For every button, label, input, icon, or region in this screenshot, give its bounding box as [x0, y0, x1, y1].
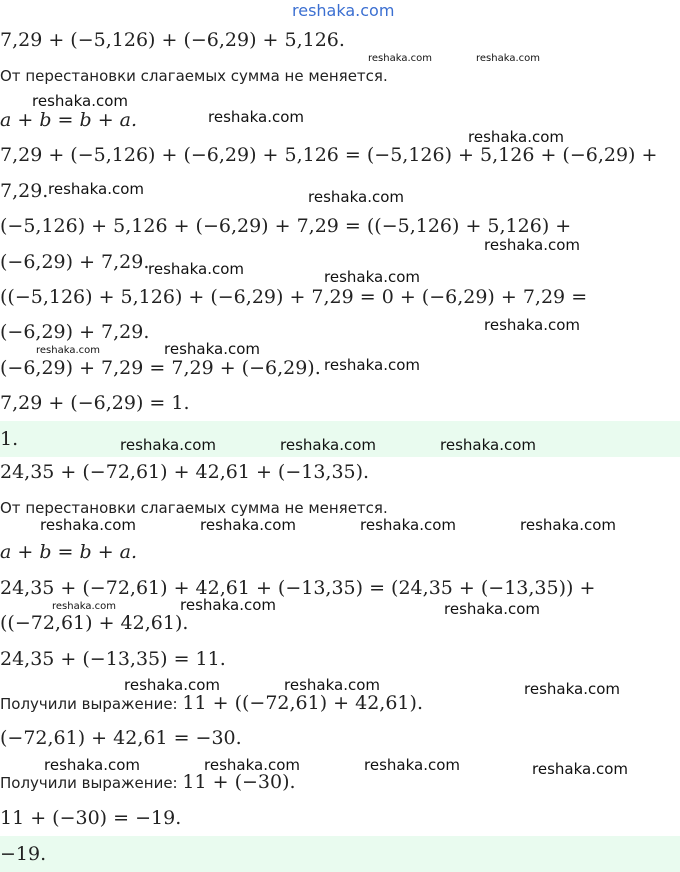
watermark: reshaka.com [524, 680, 620, 698]
expression-line: ((−5,126) + 5,126) + (−6,29) + 7,29 = 0 + (−6,29) + 7,29 = [0, 286, 588, 308]
watermark: reshaka.com [40, 516, 136, 534]
watermark: reshaka.com [308, 188, 404, 206]
expression-line: 7,29 + (−5,126) + (−6,29) + 5,126 = (−5,126) + 5,126 + (−6,29) + [0, 144, 658, 166]
watermark: reshaka.com [484, 316, 580, 334]
result-label: Получили выражение: [0, 695, 178, 713]
watermark: reshaka.com [364, 756, 460, 774]
watermark: reshaka.com [324, 356, 420, 374]
result-statement [0, 693, 423, 714]
watermark: reshaka.com [52, 601, 116, 612]
watermark: reshaka.com [208, 108, 304, 126]
expression-line: 11 + (−30) = −19. [0, 807, 182, 829]
expression-line: ((−72,61) + 42,61). [0, 612, 189, 634]
watermark: reshaka.com [368, 53, 432, 64]
watermark: reshaka.com [484, 236, 580, 254]
watermark: reshaka.com [520, 516, 616, 534]
watermark: reshaka.com [148, 260, 244, 278]
answer-box [0, 836, 680, 872]
expression-line: 24,35 + (−13,35) = 11. [0, 648, 226, 670]
watermark: reshaka.com [476, 53, 540, 64]
expression-line: (−5,126) + 5,126 + (−6,29) + 7,29 = ((−5,126) + 5,126) + [0, 215, 572, 237]
answer-value: −19. [0, 843, 47, 865]
watermark: reshaka.com [200, 516, 296, 534]
result-expression: 11 + (−30). [182, 771, 296, 793]
watermark: reshaka.com [164, 340, 260, 358]
commutative-law: a + b = b + a. [0, 109, 138, 131]
watermark: reshaka.com [532, 760, 628, 778]
watermark: reshaka.com [44, 756, 140, 774]
expression-line: 24,35 + (−72,61) + 42,61 + (−13,35) = (24,35 + (−13,35)) + [0, 577, 596, 599]
commutative-law: a + b = b + a. [0, 541, 138, 563]
watermark: reshaka.com [440, 436, 536, 454]
expression-line: 7,29 + (−5,126) + (−6,29) + 5,126. [0, 29, 345, 51]
watermark: reshaka.com [204, 756, 300, 774]
watermark: reshaka.com [120, 436, 216, 454]
answer-value: 1. [0, 428, 19, 450]
watermark: reshaka.com [324, 268, 420, 286]
watermark: reshaka.com [124, 676, 220, 694]
watermark: reshaka.com [48, 180, 144, 198]
expression-line: (−6,29) + 7,29 = 7,29 + (−6,29). [0, 357, 321, 379]
watermark: reshaka.com [360, 516, 456, 534]
watermark: reshaka.com [468, 128, 564, 146]
expression-line: 7,29. [0, 180, 49, 202]
rule-text: От перестановки слагаемых сумма не меняется. [0, 499, 388, 517]
watermark: reshaka.com [36, 345, 100, 356]
header-watermark[interactable]: reshaka.com [292, 1, 395, 20]
result-statement [0, 772, 296, 793]
expression-line: (−72,61) + 42,61 = −30. [0, 727, 242, 749]
watermark: reshaka.com [280, 436, 376, 454]
expression-line: (−6,29) + 7,29. [0, 251, 150, 273]
watermark: reshaka.com [284, 676, 380, 694]
expression-line: (−6,29) + 7,29. [0, 321, 150, 343]
expression-line: 7,29 + (−6,29) = 1. [0, 392, 190, 414]
watermark: reshaka.com [32, 92, 128, 110]
expression-line: 24,35 + (−72,61) + 42,61 + (−13,35). [0, 461, 370, 483]
result-label: Получили выражение: [0, 774, 178, 792]
rule-text: От перестановки слагаемых сумма не меняется. [0, 67, 388, 85]
watermark: reshaka.com [180, 596, 276, 614]
result-expression: 11 + ((−72,61) + 42,61). [182, 692, 423, 714]
watermark: reshaka.com [444, 600, 540, 618]
